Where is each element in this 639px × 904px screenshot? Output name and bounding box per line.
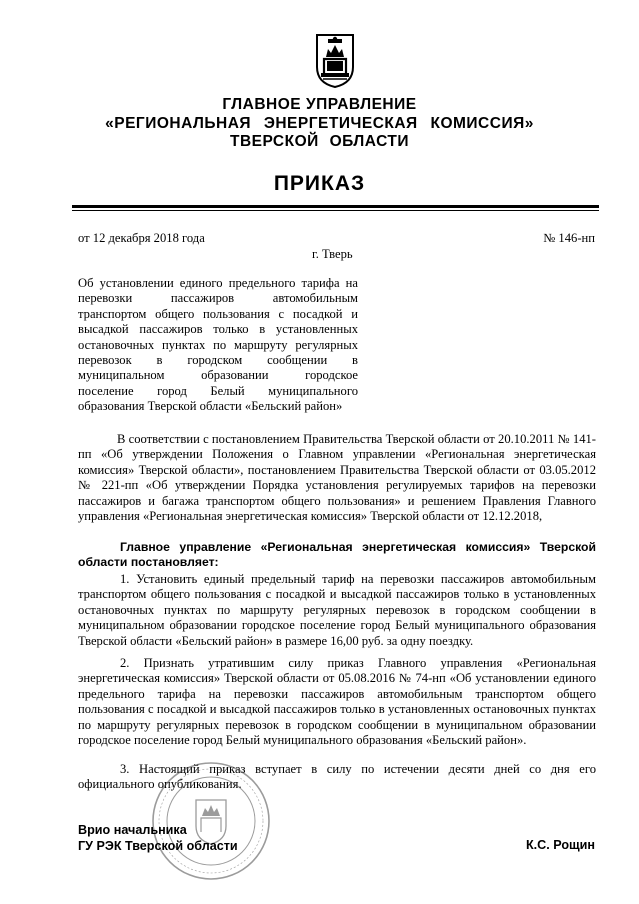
org-name-line-1: ГЛАВНОЕ УПРАВЛЕНИЕ [222,96,417,113]
subject-line: высадкой пассажиров только в установленных [78,322,358,337]
header-thick-rule [72,205,599,208]
order-item-2: 2. Признать утратившим силу приказ Главного управления «Региональная энергетическая комиссия» Тверской области от 05.08.2016 № 74-нп «Об установлении единого предельного тарифа на перевозки пассажиров автомобильным транспортом общего пользования с посадкой и высадкой пассажиров только в установленных остановочных пунктах по маршруту регулярных перевозок в городском сообщении в муниципальном образовании городское поселение город Белый муниципального образования «Бельский район». [78,656,596,748]
signatory-name: К.С. Рощин [525,838,595,852]
subject-line: транспортом общего пользования с посадкой и [78,306,358,321]
subject-line: остановочных пунктах по маршруту регулярных [78,337,358,352]
coat-of-arms-icon [315,33,355,89]
document-subject [78,276,358,415]
order-item-3: 3. Настоящий приказ вступает в силу по истечении десяти дней со дня его официального опубликования. [78,762,596,792]
resolution-heading: Главное управление «Региональная энергетическая комиссия» Тверской области постановляет: [78,540,596,570]
subject-line: перевозок в городском сообщении в [78,353,358,368]
subject-line: перевозки пассажиров автомобильным [78,291,358,306]
subject-line: Об установлении единого предельного тарифа на [78,276,358,290]
subject-line: образования Тверской области «Бельский район» [78,399,343,414]
subject-line: поселение город Белый муниципального [78,383,358,398]
subject-line: муниципальном образовании городское [78,368,358,383]
header-thin-rule [72,210,599,211]
org-name-line-3: ТВЕРСКОЙ ОБЛАСТИ [229,133,410,150]
document-type-title: ПРИКАЗ [273,172,366,195]
document-city: г. Тверь [312,247,353,261]
document-date: от 12 декабря 2018 года [78,231,205,245]
signatory-title-line-2: ГУ РЭК Тверской области [78,839,238,853]
preamble-paragraph: В соответствии с постановлением Правительства Тверской области от 20.10.2011 № 141-пп «Об утверждении Положения о Главном управлении «Региональная энергетическая комиссия» Тверской области», постановлением Правительства Тверской области от 03.05.2012 № 221-пп «Об утверждении Порядка установления регулируемых тарифов на перевозки пассажиров и багажа транспортом общего пользования» и решением Правления Главного управления «Региональная энергетическая комиссия» Тверской области от 12.12.2018, [78,432,596,524]
signatory-title [78,822,238,854]
document-number: № 146-нп [543,231,595,245]
signatory-title-line-1: Врио начальника [78,823,187,837]
official-seal-icon [150,760,272,882]
order-item-1: 1. Установить единый предельный тариф на перевозки пассажиров автомобильным транспортом общего пользования с посадкой и высадкой пассажиров только в установленных остановочных пунктах по маршруту регулярных перевозок в городском сообщении в муниципальном образовании городское поселение город Белый муниципального образования Тверской области «Бельский район» в размере 16,00 руб. за одну поездку. [78,572,596,648]
org-name-line-2: «РЕГИОНАЛЬНАЯ ЭНЕРГЕТИЧЕСКАЯ КОМИССИЯ» [105,115,534,132]
